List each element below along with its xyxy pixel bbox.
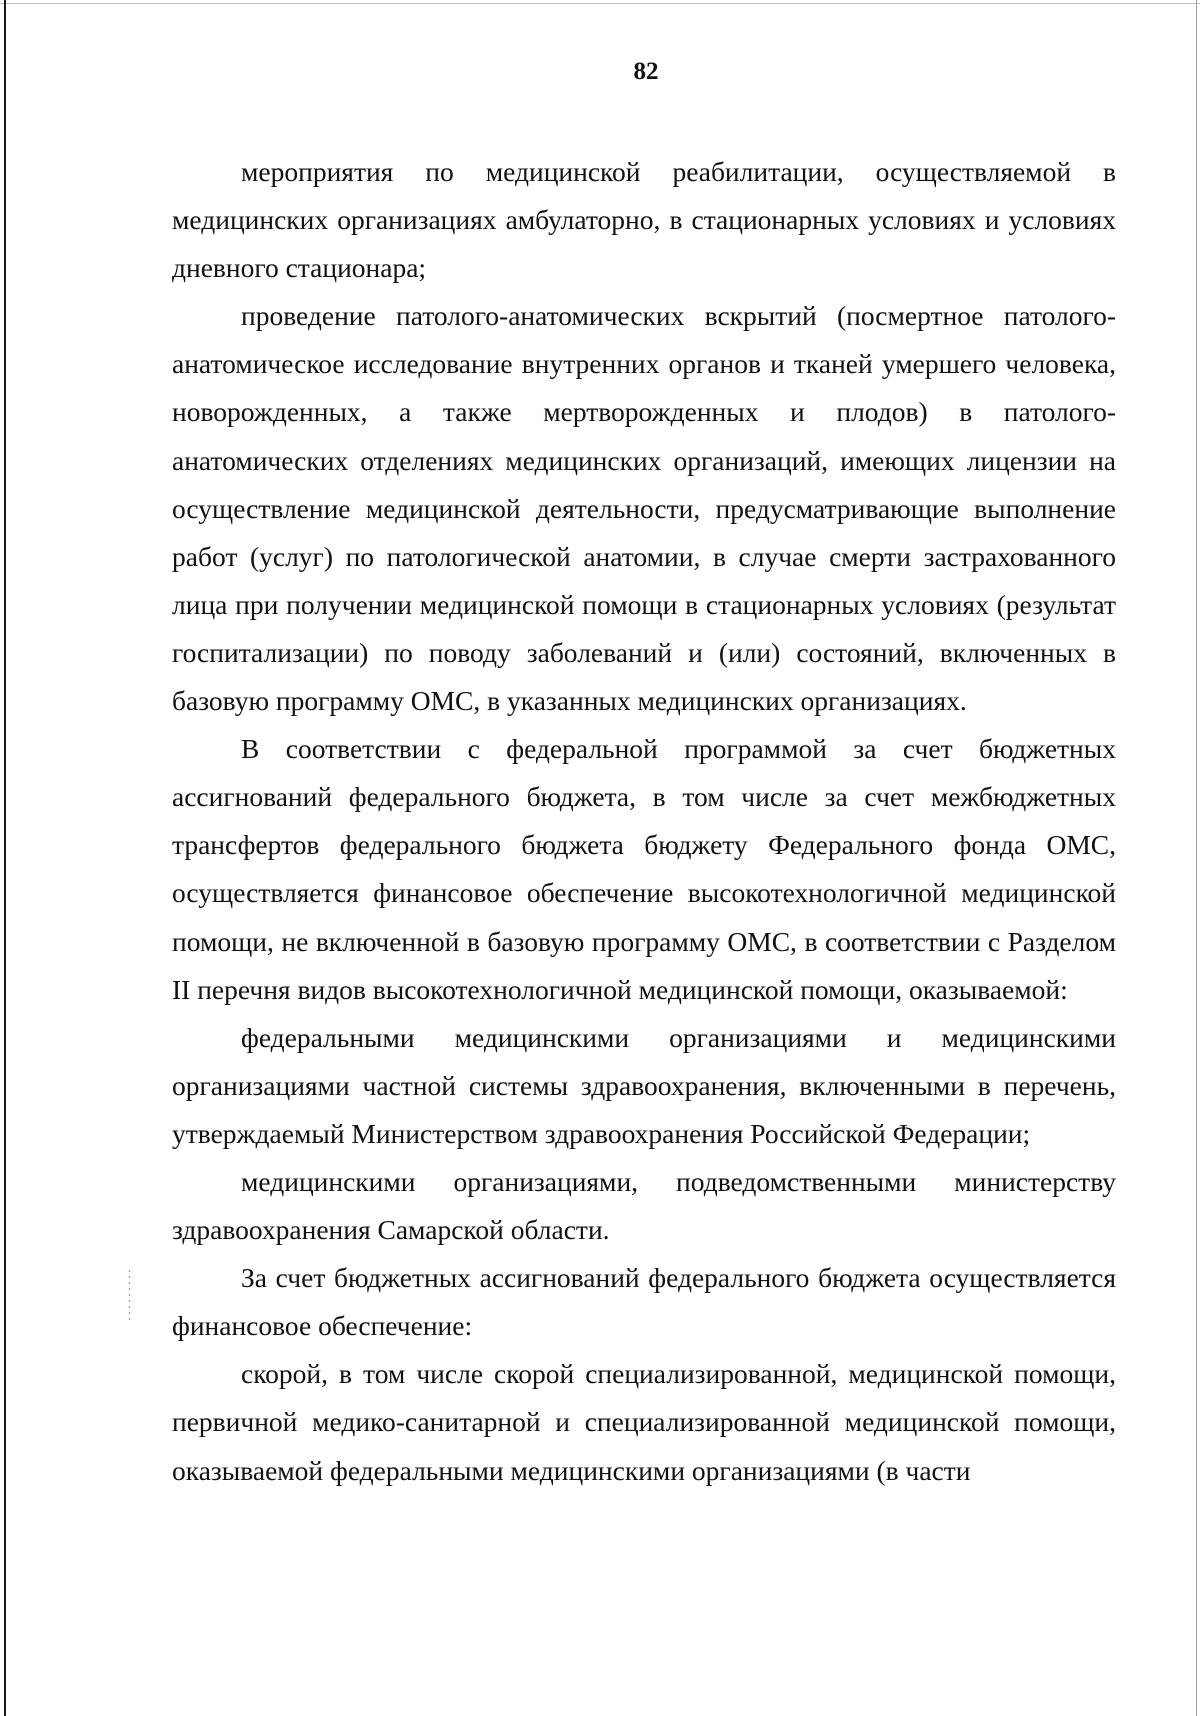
scan-artifact-dots: [128, 1268, 131, 1324]
paragraph-autopsy: проведение патолого-анатомических вскрытий (посмертное патолого-анатомическое исследование внутренних органов и тканей умершего человека, новорожденных, а также мертворожденных и плодов) в патолого-анатомических отделениях медицинских организаций, имеющих лицензии на осуществление медицинской деятельности, предусматривающие выполнение работ (услуг) по патологической анатомии, в случае смерти застрахованного лица при получении медицинской помощи в стационарных условиях (результат госпитализации) по поводу заболеваний и (или) состояний, включенных в базовую программу ОМС, в указанных медицинских организациях.: [172, 300, 1116, 717]
scan-edge-top: [0, 3, 1200, 4]
paragraph-federal-budget-funding: За счет бюджетных ассигнований федерального бюджета осуществляется финансовое обеспечение:: [172, 1262, 1116, 1342]
scan-edge-left: [4, 0, 6, 1716]
document-body: [172, 148, 1116, 1495]
paragraph-regional-organizations: медицинскими организациями, подведомственными министерству здравоохранения Самарской области.: [172, 1165, 1116, 1246]
page-number: 82: [633, 58, 659, 85]
paragraph-emergency-care: скорой, в том числе скорой специализированной, медицинской помощи, первичной медико-санитарной и специализированной медицинской помощи, оказываемой федеральными медицинскими организациями (в части: [172, 1358, 1116, 1486]
paragraph-federal-organizations: федеральными медицинскими организациями и медицинскими организациями частной системы здравоохранения, включенными в перечень, утверждаемый Министерством здравоохранения Российской Федерации;: [172, 1021, 1116, 1149]
paragraph-federal-program: В соответствии с федеральной программой за счет бюджетных ассигнований федерального бюджета, в том числе за счет межбюджетных трансфертов федерального бюджета бюджету Федерального фонда ОМС, осуществляется финансовое обеспечение высокотехнологичной медицинской помощи, не включенной в базовую программу ОМС, в соответствии с Разделом II перечня видов высокотехнологичной медицинской помощи, оказываемой:: [172, 733, 1116, 1005]
paragraph-rehabilitation: мероприятия по медицинской реабилитации, осуществляемой в медицинских организациях амбулаторно, в стационарных условиях и условиях дневного стационара;: [172, 156, 1116, 284]
scan-edge-right: [1196, 0, 1197, 1716]
